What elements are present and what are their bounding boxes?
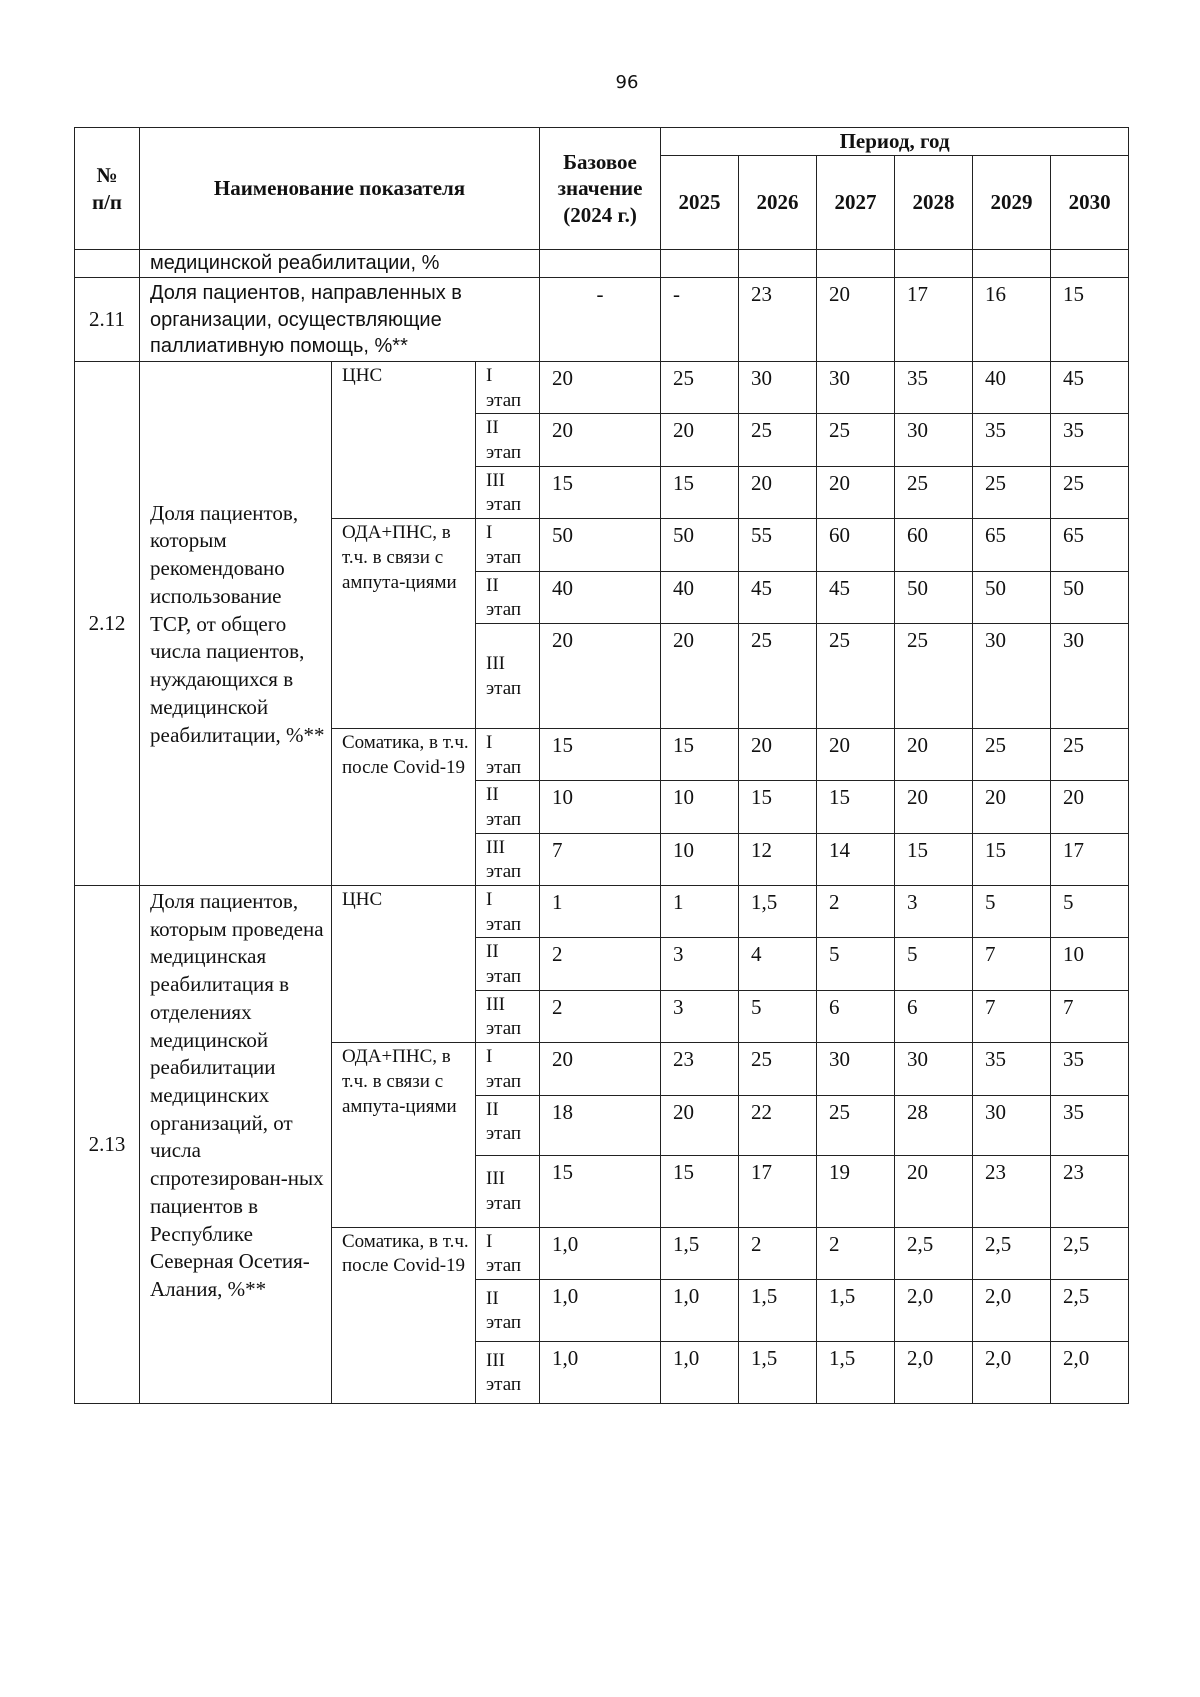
- stage-word: этап: [486, 1070, 522, 1092]
- stage-word: этап: [486, 546, 522, 568]
- year-value: 30: [895, 1043, 973, 1095]
- year-value: 30: [817, 1043, 895, 1095]
- year-value: 15: [661, 466, 739, 518]
- year-value: 35: [1051, 1043, 1129, 1095]
- stage-word: этап: [486, 808, 522, 830]
- year-value: 35: [973, 414, 1051, 466]
- base-value: 2: [540, 990, 661, 1042]
- year-value: 23: [739, 278, 817, 362]
- year-value: 6: [895, 990, 973, 1042]
- row-2-11: [75, 278, 1129, 362]
- stage-word: этап: [486, 1123, 522, 1145]
- cont-empty-cell: [1051, 250, 1129, 278]
- year-value: 1,0: [661, 1341, 739, 1403]
- year-value: 65: [1051, 519, 1129, 571]
- year-value: 45: [1051, 362, 1129, 414]
- stage-word: этап: [486, 389, 522, 411]
- stage-roman: II: [486, 941, 499, 963]
- stage-label: [476, 781, 540, 833]
- year-value: 25: [1051, 466, 1129, 518]
- base-value: -: [540, 278, 661, 362]
- stage-roman: III: [486, 653, 505, 675]
- year-value: 20: [895, 728, 973, 780]
- stage-word: этап: [486, 1018, 522, 1040]
- base-value: 20: [540, 1043, 661, 1095]
- year-value: 20: [661, 414, 739, 466]
- base-value: 2: [540, 938, 661, 990]
- stage-roman: I: [486, 731, 493, 753]
- year-value: 23: [661, 1043, 739, 1095]
- base-value: 40: [540, 571, 661, 623]
- year-value: 15: [1051, 278, 1129, 362]
- header-number: № п/п: [75, 128, 140, 250]
- year-value: 2,0: [895, 1341, 973, 1403]
- header-period: Период, год: [661, 128, 1129, 156]
- year-value: 40: [661, 571, 739, 623]
- header-name: Наименование показателя: [140, 128, 540, 250]
- year-value: 2,0: [973, 1341, 1051, 1403]
- stage-roman: II: [486, 574, 499, 596]
- year-value: 5: [895, 938, 973, 990]
- stage-label: [476, 728, 540, 780]
- year-value: 25: [973, 728, 1051, 780]
- year-value: 15: [973, 833, 1051, 885]
- year-value: 60: [817, 519, 895, 571]
- base-value: 7: [540, 833, 661, 885]
- stage-word: этап: [486, 1255, 522, 1277]
- year-value: 1,5: [739, 1341, 817, 1403]
- base-value: 20: [540, 623, 661, 728]
- stage-word: этап: [486, 1193, 522, 1214]
- stage-roman: II: [486, 417, 499, 439]
- year-value: 2,5: [973, 1227, 1051, 1279]
- year-value: 3: [895, 886, 973, 938]
- year-value: 25: [739, 623, 817, 728]
- header-base: Базовое значение (2024 г.): [540, 128, 661, 250]
- year-value: 25: [817, 414, 895, 466]
- year-value: 19: [817, 1155, 895, 1227]
- base-value: 15: [540, 466, 661, 518]
- stage-roman: III: [486, 1349, 505, 1371]
- year-value: 22: [739, 1095, 817, 1155]
- indicator-name: Доля пациентов, направленных в организации, осуществляющие паллиативную помощь, %**: [140, 278, 540, 362]
- indicators-table: [74, 127, 1129, 1404]
- base-value: 20: [540, 362, 661, 414]
- year-value: 2,5: [1051, 1279, 1129, 1341]
- year-value: 1,5: [739, 886, 817, 938]
- year-value: 35: [895, 362, 973, 414]
- year-value: 50: [1051, 571, 1129, 623]
- stage-word: этап: [486, 494, 522, 516]
- group-label: ЦНС: [332, 886, 476, 1043]
- year-value: 25: [739, 414, 817, 466]
- year-value: 55: [739, 519, 817, 571]
- header-year: 2025: [661, 156, 739, 250]
- year-value: 30: [739, 362, 817, 414]
- year-value: 4: [739, 938, 817, 990]
- year-value: 45: [817, 571, 895, 623]
- year-value: 25: [895, 623, 973, 728]
- base-value: 50: [540, 519, 661, 571]
- cont-empty-cell: [973, 250, 1051, 278]
- header-year: 2030: [1051, 156, 1129, 250]
- stage-row: [75, 362, 1129, 414]
- year-value: 1,5: [817, 1341, 895, 1403]
- year-value: 10: [661, 781, 739, 833]
- year-value: 30: [973, 1095, 1051, 1155]
- year-value: 20: [739, 728, 817, 780]
- year-value: 50: [895, 571, 973, 623]
- stage-label: [476, 1155, 540, 1227]
- year-value: 35: [973, 1043, 1051, 1095]
- continuation-row: [75, 250, 1129, 278]
- stage-word: этап: [486, 599, 522, 621]
- cont-empty-cell: [540, 250, 661, 278]
- year-value: 50: [661, 519, 739, 571]
- header-year: 2029: [973, 156, 1051, 250]
- year-value: 28: [895, 1095, 973, 1155]
- base-value: 15: [540, 1155, 661, 1227]
- year-value: 23: [1051, 1155, 1129, 1227]
- base-value: 18: [540, 1095, 661, 1155]
- stage-word: этап: [486, 442, 522, 464]
- stage-label: [476, 938, 540, 990]
- stage-roman: I: [486, 1046, 493, 1068]
- header-year: 2027: [817, 156, 895, 250]
- year-value: 30: [817, 362, 895, 414]
- indicator-name: Доля пациентов, которым проведена медицинская реабилитация в отделениях медицинской реабилитации медицинских организаций, от числа спротезирован-ных пациентов в Республике Северная Осетия-Алания, %**: [140, 886, 332, 1404]
- year-value: 10: [1051, 938, 1129, 990]
- year-value: 15: [895, 833, 973, 885]
- stage-label: [476, 519, 540, 571]
- year-value: 20: [817, 278, 895, 362]
- year-value: 2: [817, 886, 895, 938]
- stage-roman: III: [486, 836, 505, 858]
- year-value: 20: [817, 728, 895, 780]
- stage-roman: I: [486, 522, 493, 544]
- year-value: 17: [739, 1155, 817, 1227]
- year-value: -: [661, 278, 739, 362]
- stage-word: этап: [486, 677, 522, 699]
- year-value: 2: [739, 1227, 817, 1279]
- year-value: 2,5: [1051, 1227, 1129, 1279]
- year-value: 12: [739, 833, 817, 885]
- stage-label: [476, 1043, 540, 1095]
- stage-roman: III: [486, 469, 505, 491]
- stage-label: [476, 362, 540, 414]
- year-value: 20: [895, 1155, 973, 1227]
- year-value: 25: [661, 362, 739, 414]
- stage-label: [476, 886, 540, 938]
- base-value: 15: [540, 728, 661, 780]
- stage-label: [476, 1279, 540, 1341]
- year-value: 15: [661, 1155, 739, 1227]
- year-value: 25: [895, 466, 973, 518]
- year-value: 5: [739, 990, 817, 1042]
- year-value: 7: [973, 938, 1051, 990]
- year-value: 7: [973, 990, 1051, 1042]
- stage-label: [476, 833, 540, 885]
- group-label: ЦНС: [332, 362, 476, 519]
- stage-row: [75, 886, 1129, 938]
- year-value: 14: [817, 833, 895, 885]
- year-value: 15: [817, 781, 895, 833]
- year-value: 35: [1051, 1095, 1129, 1155]
- base-value: 1,0: [540, 1279, 661, 1341]
- year-value: 17: [895, 278, 973, 362]
- year-value: 1,0: [661, 1279, 739, 1341]
- year-value: 7: [1051, 990, 1129, 1042]
- stage-roman: I: [486, 365, 493, 386]
- year-value: 25: [817, 1095, 895, 1155]
- year-value: 25: [739, 1043, 817, 1095]
- group-label: ОДА+ПНС, в т.ч. в связи с ампута-циями: [332, 1043, 476, 1227]
- stage-label: [476, 466, 540, 518]
- year-value: 15: [661, 728, 739, 780]
- stage-roman: II: [486, 1287, 499, 1309]
- year-value: 50: [973, 571, 1051, 623]
- year-value: 3: [661, 990, 739, 1042]
- year-value: 2,5: [895, 1227, 973, 1279]
- row-number: 2.12: [75, 362, 140, 886]
- stage-roman: II: [486, 1098, 499, 1120]
- base-value: 1: [540, 886, 661, 938]
- year-value: 20: [661, 1095, 739, 1155]
- cont-empty-cell: [817, 250, 895, 278]
- year-value: 45: [739, 571, 817, 623]
- year-value: 65: [973, 519, 1051, 571]
- year-value: 20: [1051, 781, 1129, 833]
- stage-label: [476, 1227, 540, 1279]
- year-value: 1,5: [739, 1279, 817, 1341]
- year-value: 20: [895, 781, 973, 833]
- group-label: Соматика, в т.ч. после Covid-19: [332, 1227, 476, 1403]
- stage-label: [476, 623, 540, 728]
- year-value: 30: [1051, 623, 1129, 728]
- cont-number-cell: [75, 250, 140, 278]
- year-value: 2,0: [1051, 1341, 1129, 1403]
- header-year: 2028: [895, 156, 973, 250]
- stage-roman: I: [486, 1230, 493, 1252]
- stage-roman: II: [486, 784, 499, 806]
- group-label: ОДА+ПНС, в т.ч. в связи с ампута-циями: [332, 519, 476, 729]
- stage-word: этап: [486, 913, 522, 935]
- year-value: 20: [739, 466, 817, 518]
- base-value: 1,0: [540, 1341, 661, 1403]
- year-value: 20: [973, 781, 1051, 833]
- stage-label: [476, 1341, 540, 1403]
- year-value: 30: [895, 414, 973, 466]
- indicator-name: Доля пациентов, которым рекомендовано использование ТСР, от общего числа пациентов, нуждающихся в медицинской реабилитации, %**: [140, 362, 332, 886]
- stage-roman: III: [486, 993, 505, 1015]
- year-value: 20: [817, 466, 895, 518]
- year-value: 3: [661, 938, 739, 990]
- cont-empty-cell: [661, 250, 739, 278]
- year-value: 2,0: [973, 1279, 1051, 1341]
- year-value: 17: [1051, 833, 1129, 885]
- stage-word: этап: [486, 756, 522, 778]
- stage-word: этап: [486, 1312, 522, 1334]
- year-value: 2: [817, 1227, 895, 1279]
- stage-label: [476, 414, 540, 466]
- stage-roman: I: [486, 889, 493, 910]
- base-value: 20: [540, 414, 661, 466]
- stage-word: этап: [486, 861, 522, 883]
- stage-label: [476, 571, 540, 623]
- year-value: 30: [973, 623, 1051, 728]
- year-value: 15: [739, 781, 817, 833]
- year-value: 6: [817, 990, 895, 1042]
- stage-word: этап: [486, 966, 522, 988]
- year-value: 35: [1051, 414, 1129, 466]
- year-value: 10: [661, 833, 739, 885]
- cont-empty-cell: [895, 250, 973, 278]
- stage-label: [476, 1095, 540, 1155]
- year-value: 1,5: [817, 1279, 895, 1341]
- base-value: 10: [540, 781, 661, 833]
- year-value: 1,5: [661, 1227, 739, 1279]
- year-value: 25: [1051, 728, 1129, 780]
- cont-empty-cell: [739, 250, 817, 278]
- base-value: 1,0: [540, 1227, 661, 1279]
- year-value: 1: [661, 886, 739, 938]
- group-label: Соматика, в т.ч. после Covid-19: [332, 728, 476, 885]
- year-value: 2,0: [895, 1279, 973, 1341]
- year-value: 60: [895, 519, 973, 571]
- year-value: 5: [973, 886, 1051, 938]
- cont-name-cell: медицинской реабилитации, %: [140, 250, 540, 278]
- year-value: 40: [973, 362, 1051, 414]
- year-value: 20: [661, 623, 739, 728]
- page-number: 96: [615, 72, 639, 93]
- stage-word: этап: [486, 1374, 522, 1396]
- row-number: 2.11: [75, 278, 140, 362]
- year-value: 23: [973, 1155, 1051, 1227]
- header-year: 2026: [739, 156, 817, 250]
- year-value: 25: [817, 623, 895, 728]
- year-value: 25: [973, 466, 1051, 518]
- stage-roman: III: [486, 1168, 505, 1190]
- year-value: 16: [973, 278, 1051, 362]
- row-number: 2.13: [75, 886, 140, 1404]
- year-value: 5: [817, 938, 895, 990]
- year-value: 5: [1051, 886, 1129, 938]
- stage-label: [476, 990, 540, 1042]
